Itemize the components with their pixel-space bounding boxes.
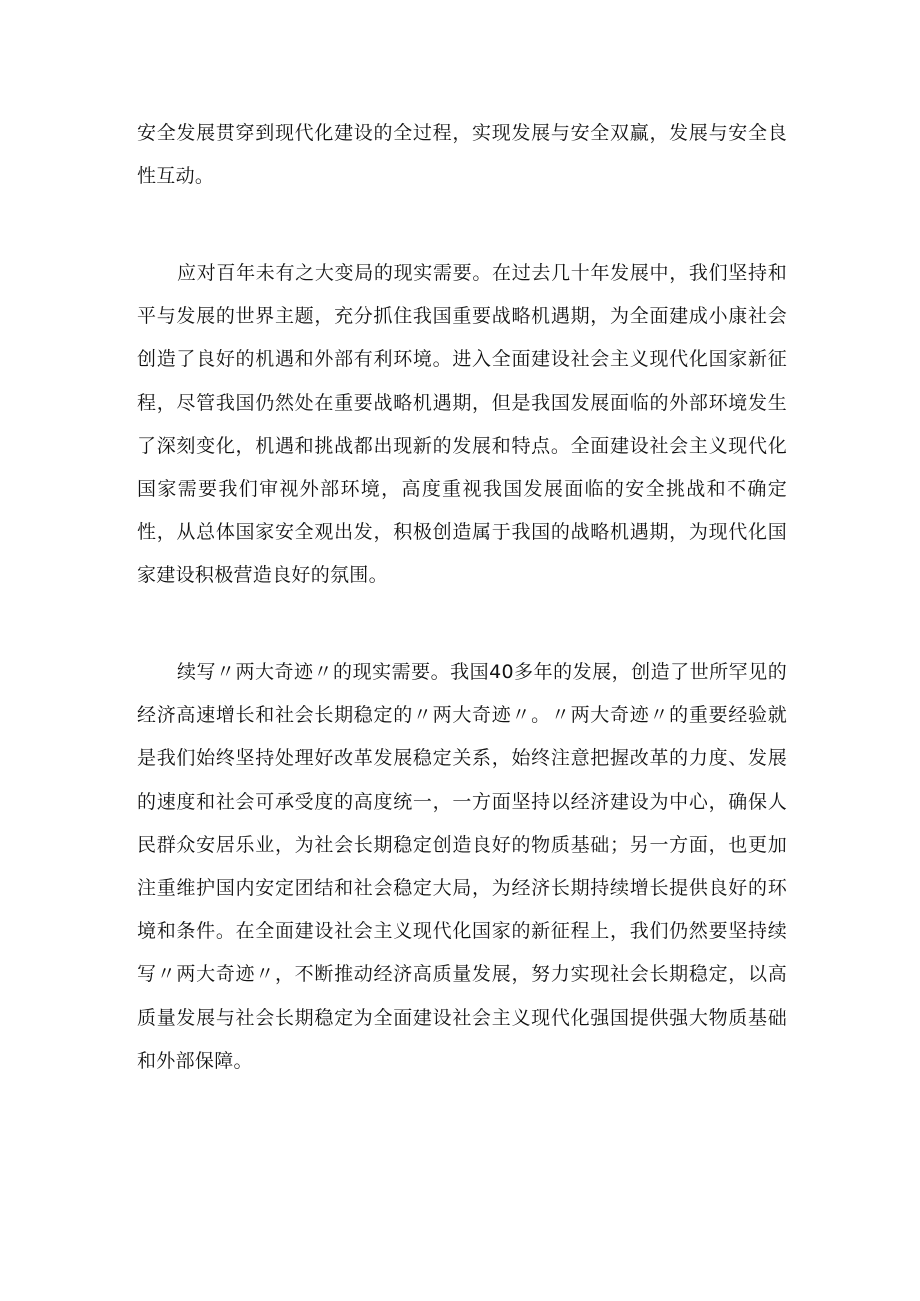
paragraph-two-miracles: 续写〃两大奇迹〃的现实需要。我国40多年的发展，创造了世所罕见的经济高速增长和社会长期稳定的〃两大奇迹〃。〃两大奇迹〃的重要经验就是我们始终坚持处理好改革发展稳定关系，始终注意把握改革的力度、发展的速度和社会可承受度的高度统一，一方面坚持以经济建设为中心，确保人民群众安居乐业，为社会长期稳定创造良好的物质基础；另一方面，也更加注重维护国内安定团结和社会稳定大局，为经济长期持续增长提供良好的环境和条件。在全面建设社会主义现代化国家的新征程上，我们仍然要坚持续写〃两大奇迹〃，不断推动经济高质量发展，努力实现社会长期稳定，以高质量发展与社会长期稳定为全面建设社会主义现代化强国提供强大物质基础和外部保障。 (137, 661, 787, 1072)
paragraph-continuation: 安全发展贯穿到现代化建设的全过程，实现发展与安全双赢，发展与安全良性互动。 (137, 122, 787, 188)
paragraph-century-changes: 应对百年未有之大变局的现实需要。在过去几十年发展中，我们坚持和平与发展的世界主题，充分抓住我国重要战略机遇期，为全面建成小康社会创造了良好的机遇和外部有利环境。进入全面建设社会主义现代化国家新征程，尽管我国仍然处在重要战略机遇期，但是我国发展面临的外部环境发生了深刻变化，机遇和挑战都出现新的发展和特点。全面建设社会主义现代化国家需要我们审视外部环境，高度重视我国发展面临的安全挑战和不确定性，从总体国家安全观出发，积极创造属于我国的战略机遇期，为现代化国家建设积极营造良好的氛围。 (137, 262, 787, 587)
